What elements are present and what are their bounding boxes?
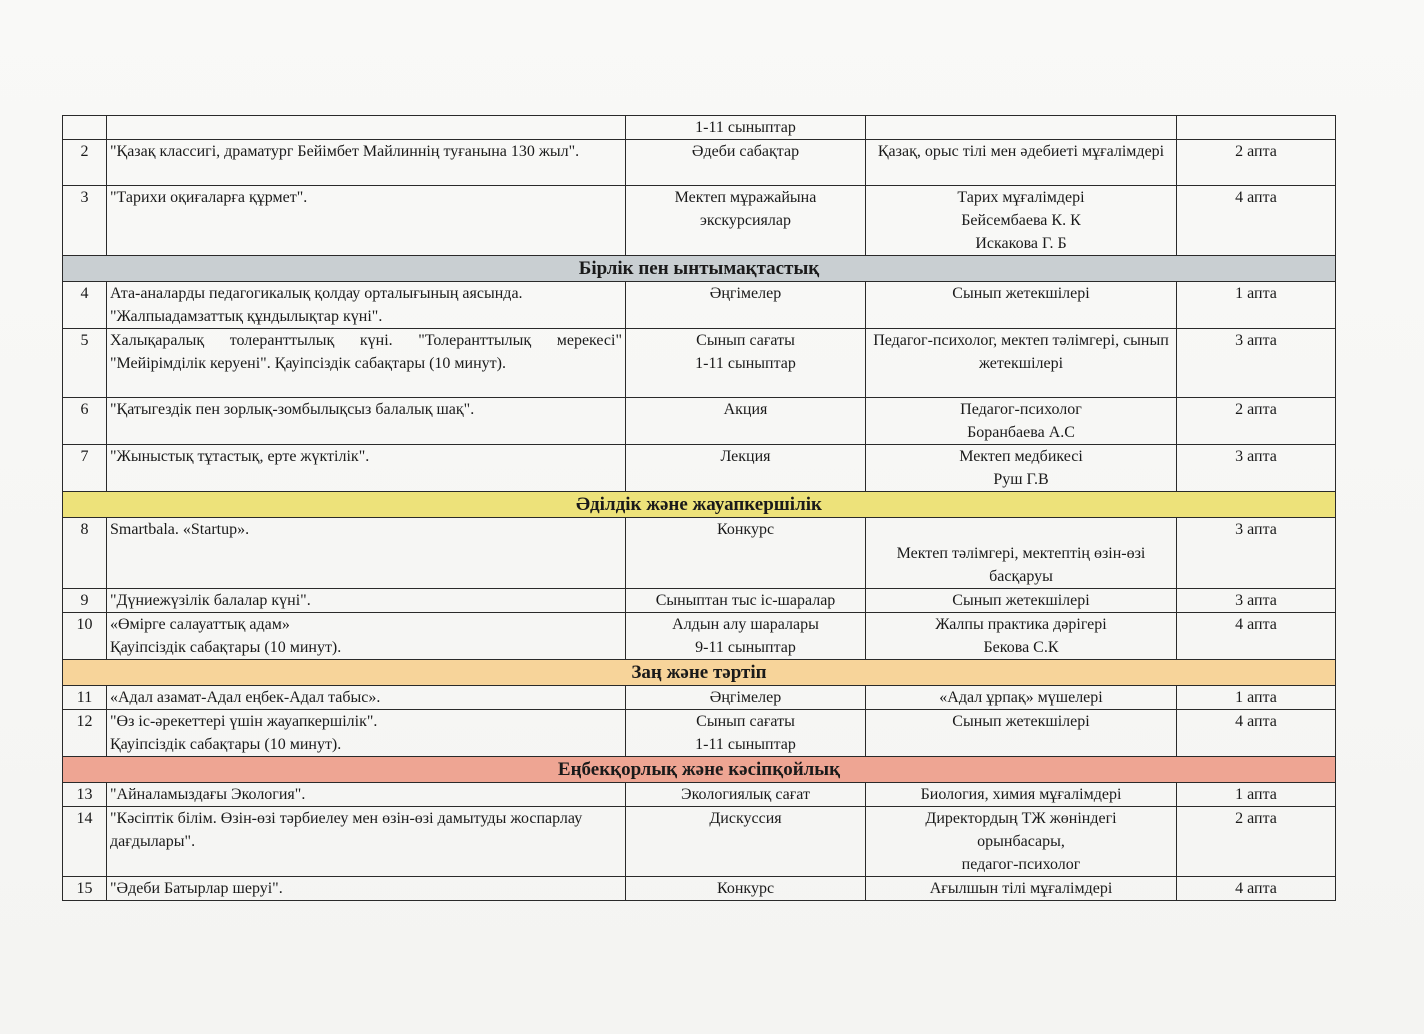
event-cell: "Дүниежүзілік балалар күні". [107,589,626,613]
row-number: 3 [63,186,107,256]
form-cell: Лекция [626,445,866,492]
event-cell [107,116,626,140]
week-cell: 1 апта [1177,282,1336,329]
form-cell: Мектеп мұражайына экскурсиялар [626,186,866,256]
responsible-line: орынбасары, [977,833,1065,850]
form-cell [626,710,866,757]
table-row [63,877,1336,901]
form-cell: Конкурс [626,518,866,589]
event-cell [107,613,626,660]
form-cell: 1-11 сыныптар [626,116,866,140]
form-cell: Экологиялық сағат [626,783,866,807]
form-cell: Акция [626,398,866,445]
event-line: «Өмірге салауаттық адам» [110,616,290,633]
table-row [63,398,1336,445]
responsible-cell: Қазақ, орыс тілі мен әдебиеті мұғалімдері [866,140,1177,186]
form-cell: Сыныптан тыс іс-шаралар [626,589,866,613]
responsible-line: Бейсембаева К. К [961,212,1081,229]
table-row [63,686,1336,710]
responsible-line: Мектеп медбикесі [959,448,1083,465]
event-line: Қауіпсіздік сабақтары (10 минут). [110,736,342,753]
event-cell: Ата-аналарды педагогикалық қолдау орталығының аясында. "Жалпыадамзаттық құндылықтар күні". [107,282,626,329]
row-number: 4 [63,282,107,329]
section-title: Әділдік және жауапкершілік [63,492,1336,518]
responsible-line: Директордың ТЖ жөніндегі [925,810,1117,827]
row-number: 11 [63,686,107,710]
week-cell: 1 апта [1177,783,1336,807]
form-line: Сынып сағаты [696,713,795,730]
responsible-line: Боранбаева А.С [967,424,1075,441]
row-number: 14 [63,807,107,877]
section-title: Бірлік пен ынтымақтастық [63,256,1336,282]
table-row [63,589,1336,613]
responsible-line: Руш Г.В [993,471,1049,488]
responsible-cell: Биология, химия мұғалімдері [866,783,1177,807]
responsible-line: Тарих мұғалімдері [957,189,1085,206]
table-row [63,116,1336,140]
education-plan-table [62,115,1336,901]
week-cell: 2 апта [1177,140,1336,186]
table-row [63,186,1336,256]
week-cell [1177,116,1336,140]
responsible-cell: Сынып жетекшілері [866,710,1177,757]
section-title: Еңбекқорлық және кәсіпқойлық [63,757,1336,783]
week-cell: 3 апта [1177,329,1336,398]
form-line: 1-11 сыныптар [695,355,796,372]
responsible-cell [866,186,1177,256]
responsible-cell: Сынып жетекшілері [866,282,1177,329]
week-cell: 2 апта [1177,807,1336,877]
section-header-labor [63,757,1336,783]
row-number: 5 [63,329,107,398]
row-number: 12 [63,710,107,757]
event-cell: "Қатыгездік пен зорлық-зомбылықсыз балалық шақ". [107,398,626,445]
responsible-cell: Сынып жетекшілері [866,589,1177,613]
week-cell: 3 апта [1177,445,1336,492]
row-number: 10 [63,613,107,660]
week-cell: 3 апта [1177,518,1336,589]
responsible-cell: Мектеп тәлімгері, мектептің өзін-өзі басқаруы [866,518,1177,589]
responsible-cell: Педагог-психолог, мектеп тәлімгері, сынып жетекшілері [866,329,1177,398]
table-row [63,710,1336,757]
week-cell: 4 апта [1177,613,1336,660]
responsible-line: Жалпы практика дәрігері [935,616,1107,633]
table-row [63,445,1336,492]
week-cell: 2 апта [1177,398,1336,445]
event-cell: "Айналамыздағы Экология". [107,783,626,807]
table-row [63,613,1336,660]
event-line: Қауіпсіздік сабақтары (10 минут). [110,639,342,656]
table-row [63,518,1336,589]
event-cell: Халықаралық толеранттылық күні. "Толеранттылық мерекесі" "Мейірімділік керуені". Қауіпсіздік сабақтары (10 минут). [107,329,626,398]
week-cell: 4 апта [1177,186,1336,256]
row-number: 13 [63,783,107,807]
form-line: Алдын алу шаралары [672,616,819,633]
row-number: 7 [63,445,107,492]
form-cell: Әңгімелер [626,282,866,329]
form-cell: Дискуссия [626,807,866,877]
section-header-unity [63,256,1336,282]
responsible-cell: Ағылшын тілі мұғалімдері [866,877,1177,901]
form-cell: Әңгімелер [626,686,866,710]
responsible-line: Педагог-психолог [960,401,1082,418]
responsible-cell [866,445,1177,492]
section-header-justice [63,492,1336,518]
event-cell: "Қазақ классигі, драматург Бейімбет Майлиннің туғанына 130 жыл". [107,140,626,186]
responsible-line: педагог-психолог [961,856,1081,873]
row-number: 9 [63,589,107,613]
form-cell [626,613,866,660]
row-number: 2 [63,140,107,186]
event-cell: "Жыныстық тұтастық, ерте жүктілік". [107,445,626,492]
row-number: 6 [63,398,107,445]
event-cell [107,710,626,757]
table-row [63,807,1336,877]
event-cell: "Әдеби Батырлар шеруі". [107,877,626,901]
form-line: Сынып сағаты [696,332,795,349]
table-row [63,329,1336,398]
responsible-cell [866,807,1177,877]
responsible-line: Бекова С.К [983,639,1059,656]
week-cell: 3 апта [1177,589,1336,613]
responsible-cell: «Адал ұрпақ» мүшелері [866,686,1177,710]
section-title: Заң және тәртіп [63,660,1336,686]
event-cell: "Тарихи оқиғаларға құрмет". [107,186,626,256]
row-number [63,116,107,140]
section-header-law [63,660,1336,686]
event-cell: "Кәсіптік білім. Өзін-өзі тәрбиелеу мен өзін-өзі дамытуды жоспарлау дағдылары". [107,807,626,877]
form-cell: Әдеби сабақтар [626,140,866,186]
table-row [63,140,1336,186]
responsible-cell [866,398,1177,445]
form-line: 9-11 сыныптар [695,639,796,656]
responsible-line: Искакова Г. Б [975,235,1067,252]
row-number: 15 [63,877,107,901]
responsible-cell [866,116,1177,140]
week-cell: 4 апта [1177,710,1336,757]
table-row [63,282,1336,329]
event-line: "Өз іс-әрекеттері үшін жауапкершілік". [110,713,378,730]
week-cell: 4 апта [1177,877,1336,901]
form-line: 1-11 сыныптар [695,736,796,753]
form-cell: Конкурс [626,877,866,901]
row-number: 8 [63,518,107,589]
event-cell: «Адал азамат-Адал еңбек-Адал табыс». [107,686,626,710]
form-cell [626,329,866,398]
week-cell: 1 апта [1177,686,1336,710]
table-row [63,783,1336,807]
responsible-cell [866,613,1177,660]
event-cell: Smartbala. «Startup». [107,518,626,589]
